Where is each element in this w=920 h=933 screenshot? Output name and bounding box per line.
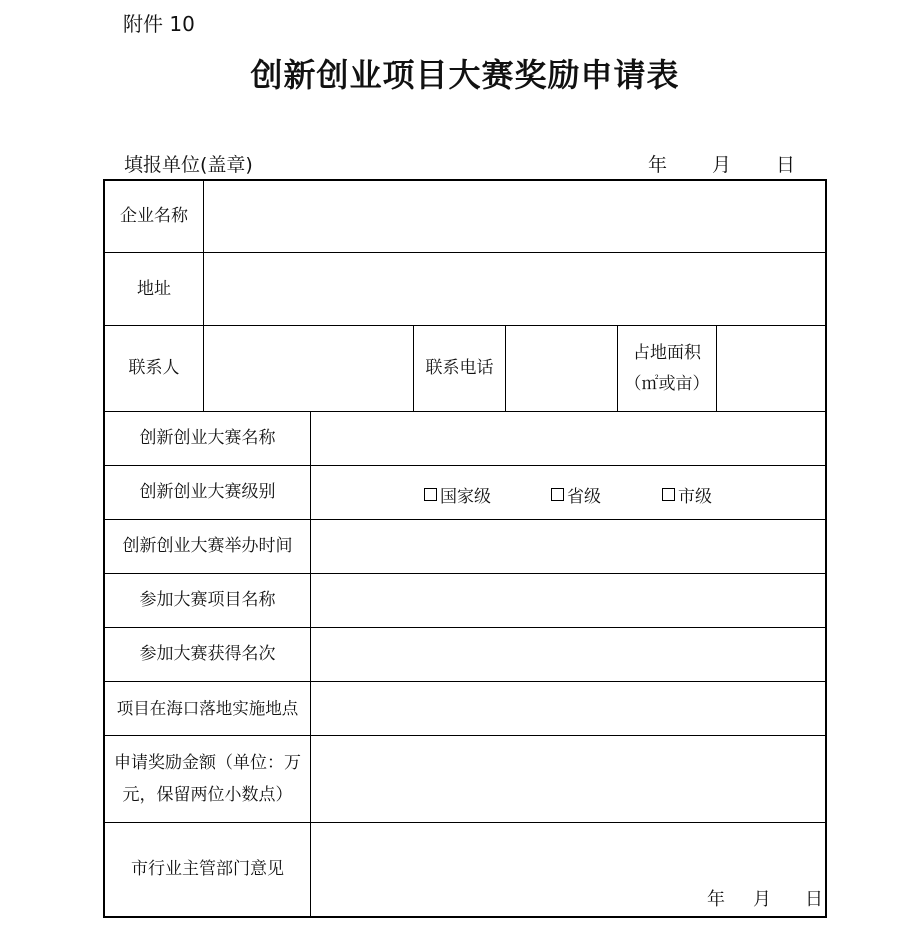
level-provincial-label: 省级 <box>567 487 601 507</box>
fill-unit-label: 填报单位(盖章) <box>124 154 253 176</box>
checkbox-icon[interactable] <box>424 488 437 501</box>
level-provincial-option[interactable] <box>551 482 601 507</box>
opinion-date-day: 日 <box>805 889 823 910</box>
area-label-line2: （㎡或亩） <box>624 373 710 394</box>
opinion-label: 市行业主管部门意见 <box>131 859 284 880</box>
area-label-line1: 占地面积 <box>633 343 701 364</box>
opinion-date-month: 月 <box>753 889 771 910</box>
table-rule <box>103 252 827 253</box>
project-name-label: 参加大赛项目名称 <box>139 590 276 611</box>
contact-label: 联系人 <box>128 358 180 379</box>
location-label: 项目在海口落地实施地点 <box>116 698 299 718</box>
phone-label: 联系电话 <box>425 358 494 379</box>
table-rule <box>505 325 506 411</box>
rank-label: 参加大赛获得名次 <box>139 644 276 665</box>
opinion-date-year: 年 <box>707 889 725 910</box>
page-title: 创新创业项目大赛奖励申请表 <box>250 56 680 94</box>
attachment-label: 附件 10 <box>123 12 195 36</box>
date-day-label: 日 <box>776 154 796 176</box>
level-national-label: 国家级 <box>440 487 491 507</box>
contest-time-label: 创新创业大赛举办时间 <box>122 536 293 557</box>
area-label <box>618 326 716 411</box>
level-city-label: 市级 <box>678 487 712 507</box>
level-national-option[interactable] <box>424 482 491 507</box>
amount-label-line2: 元，保留两位小数点） <box>122 785 293 805</box>
amount-label-line1: 申请奖励金额（单位：万 <box>114 752 301 773</box>
date-month-label: 月 <box>712 154 732 176</box>
checkbox-icon[interactable] <box>551 488 564 501</box>
date-year-label: 年 <box>648 154 668 176</box>
contest-name-label: 创新创业大赛名称 <box>139 428 276 449</box>
contest-level-label: 创新创业大赛级别 <box>139 482 276 503</box>
checkbox-icon[interactable] <box>662 488 675 501</box>
table-rule <box>203 179 204 411</box>
table-rule <box>716 325 717 411</box>
level-city-option[interactable] <box>662 482 712 507</box>
amount-label <box>105 736 310 822</box>
company-name-label: 企业名称 <box>120 206 188 227</box>
table-rule <box>310 411 311 918</box>
address-label: 地址 <box>137 278 171 299</box>
